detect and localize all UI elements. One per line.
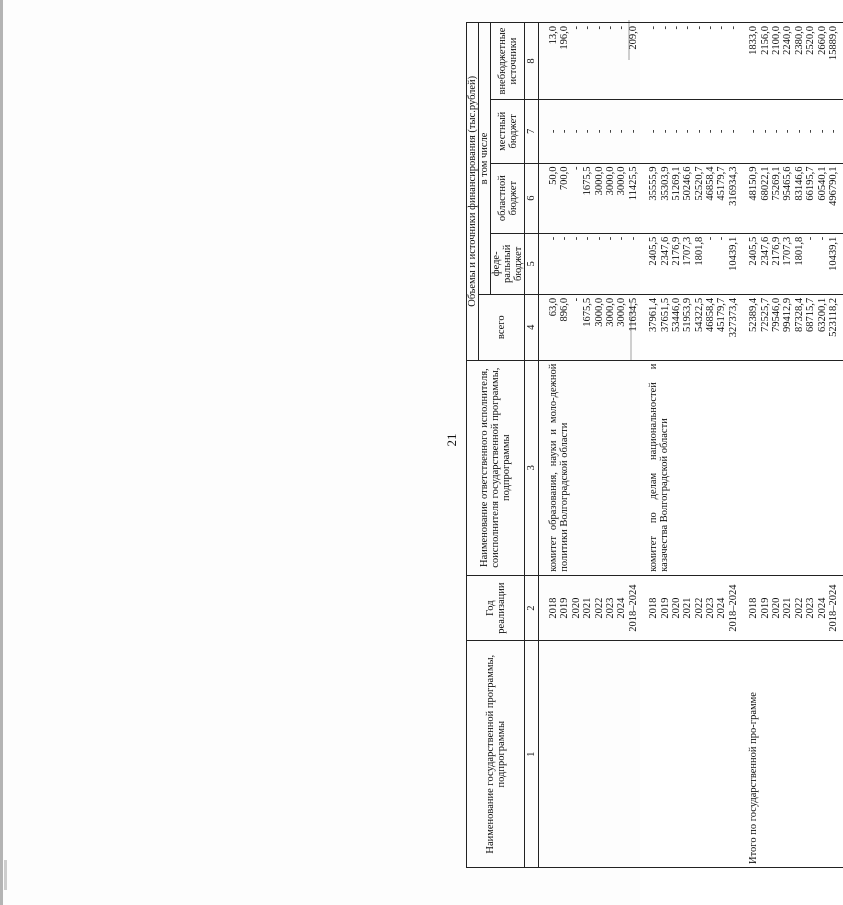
loc-value: - <box>805 129 817 134</box>
fed-value: 2176,9 <box>670 236 682 266</box>
reg-value: 52520,7 <box>693 166 705 201</box>
fed-value: 1707,3 <box>782 236 794 266</box>
year-value: 2019 <box>659 597 671 619</box>
reg-value: 50,0 <box>548 166 559 185</box>
fed-value: 10439,1 <box>827 236 839 271</box>
ext-value: - <box>648 26 660 30</box>
year-value: 2018–2024 <box>827 584 839 632</box>
total-value: 3000,0 <box>593 297 605 327</box>
ext-value: 15889,0 <box>827 26 839 61</box>
total-value: 896,0 <box>559 297 571 322</box>
program-name-cell <box>539 641 840 868</box>
local-cell <box>539 100 840 163</box>
loc-value: - <box>793 129 805 134</box>
total-values <box>648 298 739 357</box>
federal-values <box>648 237 739 291</box>
total-value: 3000,0 <box>616 297 628 327</box>
scan-edge <box>0 0 3 905</box>
years-block <box>548 579 639 638</box>
loc-value: - <box>816 129 828 134</box>
loc-value: - <box>627 129 639 134</box>
ext-value: 13,0 <box>548 26 559 45</box>
total-value: 51953,9 <box>682 297 694 333</box>
fed-value: - <box>570 236 582 241</box>
regional-values <box>648 167 739 230</box>
total-value: 53446,0 <box>670 297 682 333</box>
reg-value: 11425,5 <box>627 166 639 201</box>
years-block <box>648 579 739 638</box>
total-value: 46858,4 <box>705 297 717 333</box>
reg-value: 316934,3 <box>727 166 739 206</box>
rotated-content <box>52 20 839 880</box>
reg-value: 35555,9 <box>648 166 660 201</box>
local-values <box>548 103 639 159</box>
year-value: 2020 <box>670 597 682 619</box>
header-including: в том числе <box>479 23 491 295</box>
header-financing-group: Объемы и источники финансирования (тыс.рублей) <box>467 23 479 361</box>
total-value: 54322,5 <box>693 297 705 333</box>
total-value: 45179,7 <box>716 297 728 333</box>
financing-table <box>466 22 843 868</box>
header-year: Год реализации <box>467 575 525 641</box>
year-value: 2018 <box>648 597 660 619</box>
regional-values <box>748 167 839 230</box>
executor-cell <box>539 360 840 575</box>
table-body-row <box>539 23 840 868</box>
reg-value: 46858,4 <box>705 166 717 201</box>
executor-name: комитет по делам национальностей и казачества Волгоградской области <box>648 363 671 572</box>
program-name-total: Итого по государственной про-грамме <box>748 692 759 864</box>
fed-value: 1801,8 <box>693 236 705 266</box>
total-cell <box>539 294 840 360</box>
total-value: 63,0 <box>548 297 559 317</box>
extrabudgetary-values <box>748 26 839 96</box>
total-value: 63200,1 <box>816 297 828 333</box>
year-value: 2021 <box>682 597 694 619</box>
fed-value: 2405,5 <box>748 236 760 266</box>
fed-value: 1707,3 <box>682 236 694 266</box>
column-number: 6 <box>525 163 539 233</box>
reg-value: 51269,1 <box>670 166 682 201</box>
year-value: 2019 <box>559 597 571 619</box>
extrabudgetary-values <box>648 26 739 96</box>
total-value: 523118,2 <box>827 297 839 337</box>
fed-value: 2405,5 <box>648 236 660 266</box>
fed-value: - <box>593 236 605 241</box>
header-local: местный бюджет <box>491 100 525 163</box>
fed-value: 2347,6 <box>659 236 671 266</box>
years-block <box>748 579 839 638</box>
reg-value: 48150,9 <box>748 166 760 201</box>
reg-value: 3000,0 <box>616 166 628 196</box>
reg-value: 68022,1 <box>759 166 771 201</box>
total-value: 72525,7 <box>759 297 771 333</box>
loc-value: - <box>582 129 594 134</box>
loc-value: - <box>759 129 771 134</box>
year-value: 2018 <box>548 597 559 619</box>
fed-value: - <box>559 236 571 241</box>
year-value: 2018–2024 <box>727 584 739 632</box>
total-value: 68715,7 <box>805 297 817 333</box>
loc-value: - <box>705 129 717 134</box>
loc-value: - <box>748 129 760 134</box>
reg-value: 50246,6 <box>682 166 694 201</box>
column-number: 5 <box>525 233 539 294</box>
column-number: 8 <box>525 23 539 100</box>
total-values <box>748 298 839 357</box>
local-values <box>748 103 839 159</box>
header-program: Наименование государственной программы, подпрограммы <box>467 641 525 868</box>
reg-value: 35303,9 <box>659 166 671 201</box>
loc-value: - <box>604 129 616 134</box>
year-value: 2023 <box>705 597 717 619</box>
reg-value: 75269,1 <box>771 166 783 201</box>
table-bottom-spacer <box>839 23 843 868</box>
year-value: 2022 <box>793 597 805 619</box>
loc-value: - <box>682 129 694 134</box>
column-number: 7 <box>525 100 539 163</box>
year-value: 2018–2024 <box>627 584 639 632</box>
ext-value: 2100,0 <box>771 26 783 55</box>
year-value: 2023 <box>604 597 616 619</box>
reg-value: 496790,1 <box>827 166 839 206</box>
fed-value: - <box>582 236 594 241</box>
loc-value: - <box>616 129 628 134</box>
ext-value: - <box>670 26 682 30</box>
year-value: 2020 <box>771 597 783 619</box>
ext-value: - <box>570 26 582 30</box>
program-name <box>648 644 739 864</box>
fed-value: - <box>716 236 728 241</box>
reg-value: 45179,7 <box>716 166 728 201</box>
total-value: 3000,0 <box>604 297 616 327</box>
column-number: 2 <box>525 575 539 641</box>
ext-value: - <box>659 26 671 30</box>
year-value: 2020 <box>570 597 582 619</box>
local-values <box>648 103 739 159</box>
ext-value: 2240,0 <box>782 26 794 55</box>
scan-speck <box>4 860 7 890</box>
total-value: 11634,5 <box>627 297 639 332</box>
page-number: 21 <box>444 433 459 447</box>
total-value: 327373,4 <box>727 297 739 338</box>
year-value: 2024 <box>616 597 628 619</box>
loc-value: - <box>670 129 682 134</box>
year-value: 2022 <box>693 597 705 619</box>
loc-value: - <box>782 129 794 134</box>
fed-value: - <box>816 236 828 241</box>
loc-value: - <box>548 129 559 134</box>
column-numbers-row <box>525 23 539 868</box>
reg-value: 700,0 <box>559 166 571 191</box>
ext-value: - <box>593 26 605 30</box>
total-value: - <box>570 297 582 302</box>
ext-value: - <box>705 26 717 30</box>
ext-value: 2156,0 <box>759 26 771 55</box>
loc-value: - <box>727 129 739 134</box>
ext-value: - <box>604 26 616 30</box>
ext-value: 209,0 <box>627 26 639 50</box>
ext-value: 2380,0 <box>793 26 805 55</box>
loc-value: - <box>593 129 605 134</box>
year-value: 2019 <box>759 597 771 619</box>
fed-value: - <box>548 236 559 241</box>
total-value: 87328,4 <box>793 297 805 333</box>
ext-value: - <box>682 26 694 30</box>
federal-cell <box>539 233 840 294</box>
regional-values <box>548 167 639 230</box>
column-number: 4 <box>525 294 539 360</box>
fed-value: 10439,1 <box>727 236 739 271</box>
header-total: всего <box>479 294 525 360</box>
year-value: 2024 <box>716 597 728 619</box>
loc-value: - <box>659 129 671 134</box>
total-value: 1675,5 <box>582 297 594 327</box>
reg-value: 60540,1 <box>816 166 828 201</box>
loc-value: - <box>827 129 839 134</box>
extrabudgetary-cell <box>539 23 840 100</box>
fed-value: 2176,9 <box>771 236 783 266</box>
loc-value: - <box>570 129 582 134</box>
loc-value: - <box>693 129 705 134</box>
ext-value: 196,0 <box>559 26 571 50</box>
federal-values <box>748 237 839 291</box>
year-value: 2024 <box>816 597 828 619</box>
ext-value: - <box>716 26 728 30</box>
total-value: 37961,4 <box>648 297 660 333</box>
fed-value: 1801,8 <box>793 236 805 266</box>
ext-value: - <box>582 26 594 30</box>
program-name <box>548 644 639 864</box>
ext-value: 2660,0 <box>816 26 828 55</box>
executor-name: комитет образования, науки и моло-дежной политики Волгоградской области <box>548 363 571 572</box>
reg-value: 3000,0 <box>593 166 605 196</box>
fed-value: - <box>805 236 817 241</box>
year-value: 2021 <box>582 597 594 619</box>
reg-value: 66195,7 <box>805 166 817 201</box>
reg-value: - <box>570 166 582 171</box>
year-value: 2021 <box>782 597 794 619</box>
loc-value: - <box>716 129 728 134</box>
header-extrabudgetary: внебюджетные источники <box>491 23 525 100</box>
reg-value: 95465,6 <box>782 166 794 201</box>
total-values <box>548 298 639 357</box>
total-value: 52389,4 <box>748 297 760 333</box>
reg-value: 83146,6 <box>793 166 805 201</box>
extrabudgetary-values <box>548 26 639 96</box>
total-value: 99412,9 <box>782 297 794 333</box>
ext-value: 1833,0 <box>748 26 760 55</box>
regional-cell <box>539 163 840 233</box>
column-number: 3 <box>525 360 539 575</box>
ext-value: - <box>727 26 739 30</box>
reg-value: 1675,5 <box>582 166 594 196</box>
fed-value: - <box>627 236 639 241</box>
fed-value: 2347,6 <box>759 236 771 266</box>
header-federal: феде-ральный бюджет <box>491 233 525 294</box>
header-executor: Наименование ответственного исполнителя, соисполнителя государственной программы, подпрограммы <box>467 360 525 575</box>
year-value: 2018 <box>748 597 760 619</box>
fed-value: - <box>616 236 628 241</box>
ext-value: - <box>693 26 705 30</box>
loc-value: - <box>771 129 783 134</box>
ext-value: 2520,0 <box>805 26 817 55</box>
loc-value: - <box>559 129 571 134</box>
reg-value: 3000,0 <box>604 166 616 196</box>
fed-value: - <box>705 236 717 241</box>
loc-value: - <box>648 129 660 134</box>
total-value: 37651,5 <box>659 297 671 333</box>
federal-values <box>548 237 639 291</box>
total-value: 79546,0 <box>771 297 783 333</box>
header-regional: областной бюджет <box>491 163 525 233</box>
year-cell <box>539 575 840 641</box>
fed-value: - <box>604 236 616 241</box>
ext-value: - <box>616 26 628 30</box>
column-number: 1 <box>525 641 539 868</box>
year-value: 2022 <box>593 597 605 619</box>
year-value: 2023 <box>805 597 817 619</box>
